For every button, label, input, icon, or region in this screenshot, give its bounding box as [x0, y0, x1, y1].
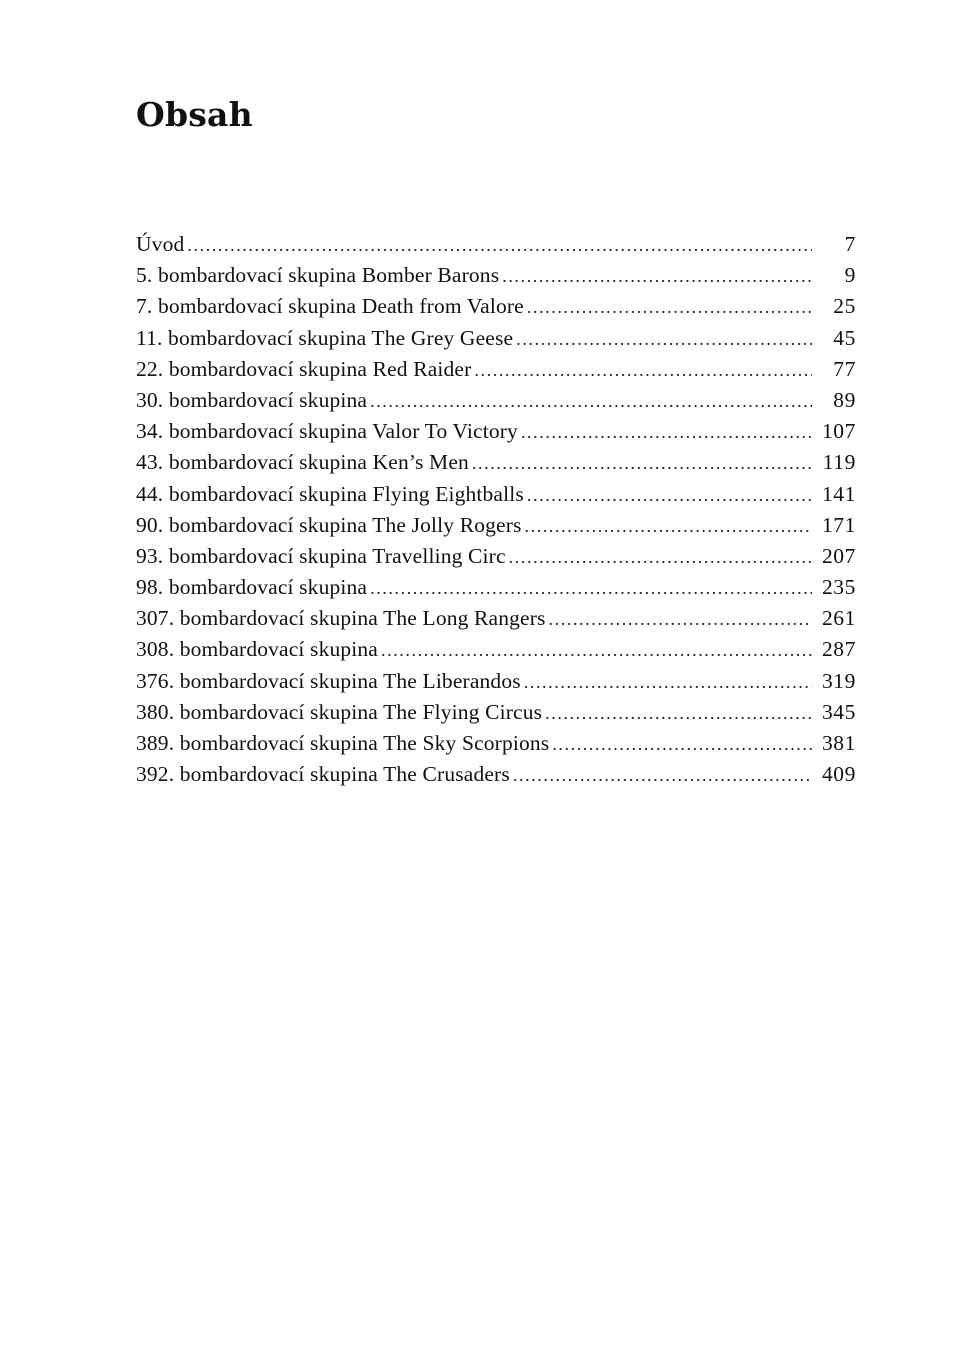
toc-entry[interactable]	[136, 385, 856, 416]
toc-entry[interactable]	[136, 323, 856, 354]
toc-entry-page: 207	[821, 543, 856, 568]
toc-entry[interactable]	[136, 759, 856, 790]
toc-entry[interactable]	[136, 260, 856, 291]
dot-leader	[502, 261, 812, 292]
toc-entry-label: 5. bombardovací skupina Bomber Barons	[136, 263, 500, 288]
toc-entry-page: 119	[822, 450, 856, 475]
toc-entry-label: 7. bombardovací skupina Death from Valore	[136, 294, 524, 319]
dot-leader	[527, 292, 812, 323]
toc-entry-label: 392. bombardovací skupina The Crusaders	[136, 762, 510, 787]
toc-entry-label: 93. bombardovací skupina Travelling Circ	[136, 543, 506, 568]
toc-entry-page: 381	[821, 731, 856, 755]
toc-entry-label: 34. bombardovací skupina Valor To Victory	[136, 419, 518, 444]
toc-entry[interactable]	[136, 697, 856, 728]
toc-entry[interactable]	[136, 541, 856, 572]
dot-leader	[549, 604, 812, 635]
toc-entry-label: 376. bombardovací skupina The Liberandos	[136, 668, 521, 693]
toc-entry[interactable]	[136, 510, 856, 541]
page-title: Obsah	[136, 95, 253, 134]
toc-entry-label: 43. bombardovací skupina Ken’s Men	[136, 450, 469, 475]
dot-leader	[513, 760, 812, 791]
toc-entry-page: 171	[821, 512, 856, 537]
dot-leader	[545, 698, 812, 729]
dot-leader	[474, 355, 812, 386]
toc-entry-label: 22. bombardovací skupina Red Raider	[136, 356, 472, 381]
dot-leader	[552, 729, 812, 760]
toc-entry[interactable]	[136, 416, 856, 447]
dot-leader	[370, 573, 812, 604]
toc-entry-page: 9	[844, 263, 856, 288]
toc-entry[interactable]	[136, 728, 856, 759]
toc-entry-page: 409	[821, 762, 856, 787]
toc-entry-label: 307. bombardovací skupina The Long Rangers	[136, 606, 546, 631]
toc-entry-page: 287	[821, 637, 856, 662]
toc-entry-page: 107	[821, 419, 856, 444]
dot-leader	[525, 511, 812, 542]
toc-entry[interactable]	[136, 479, 856, 510]
toc-entry-label: 389. bombardovací skupina The Sky Scorpions	[136, 731, 550, 755]
dot-leader	[521, 417, 812, 448]
toc-entry-page: 261	[821, 606, 856, 631]
dot-leader	[509, 542, 812, 573]
toc-entry-page: 25	[833, 294, 856, 319]
toc-entry[interactable]	[136, 603, 856, 634]
toc-entry-page: 235	[821, 575, 856, 600]
toc-entry[interactable]	[136, 229, 856, 260]
dot-leader	[370, 386, 812, 417]
toc-entry-label: 90. bombardovací skupina The Jolly Rogers	[136, 512, 522, 537]
toc-entry[interactable]	[136, 447, 856, 478]
table-of-contents	[136, 229, 856, 790]
dot-leader	[524, 667, 812, 698]
toc-entry-page: 89	[833, 387, 856, 412]
toc-entry-label: 308. bombardovací skupina	[136, 637, 378, 662]
toc-entry[interactable]	[136, 291, 856, 322]
toc-entry-label: 44. bombardovací skupina Flying Eightballs	[136, 481, 524, 506]
toc-entry-page: 141	[821, 481, 856, 506]
toc-entry[interactable]	[136, 634, 856, 665]
toc-entry[interactable]	[136, 666, 856, 697]
toc-entry-label: Úvod	[136, 232, 185, 256]
toc-entry[interactable]	[136, 354, 856, 385]
dot-leader	[187, 230, 812, 261]
toc-entry-page: 7	[844, 232, 856, 256]
dot-leader	[516, 324, 812, 355]
dot-leader	[527, 480, 812, 511]
toc-entry-label: 11. bombardovací skupina The Grey Geese	[136, 325, 514, 350]
toc-entry-page: 45	[833, 325, 856, 350]
toc-entry-label: 98. bombardovací skupina	[136, 575, 368, 600]
toc-entry[interactable]	[136, 572, 856, 603]
toc-entry-page: 319	[821, 668, 856, 693]
dot-leader	[472, 448, 812, 479]
toc-entry-label: 380. bombardovací skupina The Flying Circus	[136, 699, 543, 724]
dot-leader	[381, 635, 812, 666]
toc-entry-page: 345	[821, 699, 856, 724]
toc-entry-page: 77	[833, 356, 856, 381]
toc-entry-label: 30. bombardovací skupina	[136, 387, 368, 412]
